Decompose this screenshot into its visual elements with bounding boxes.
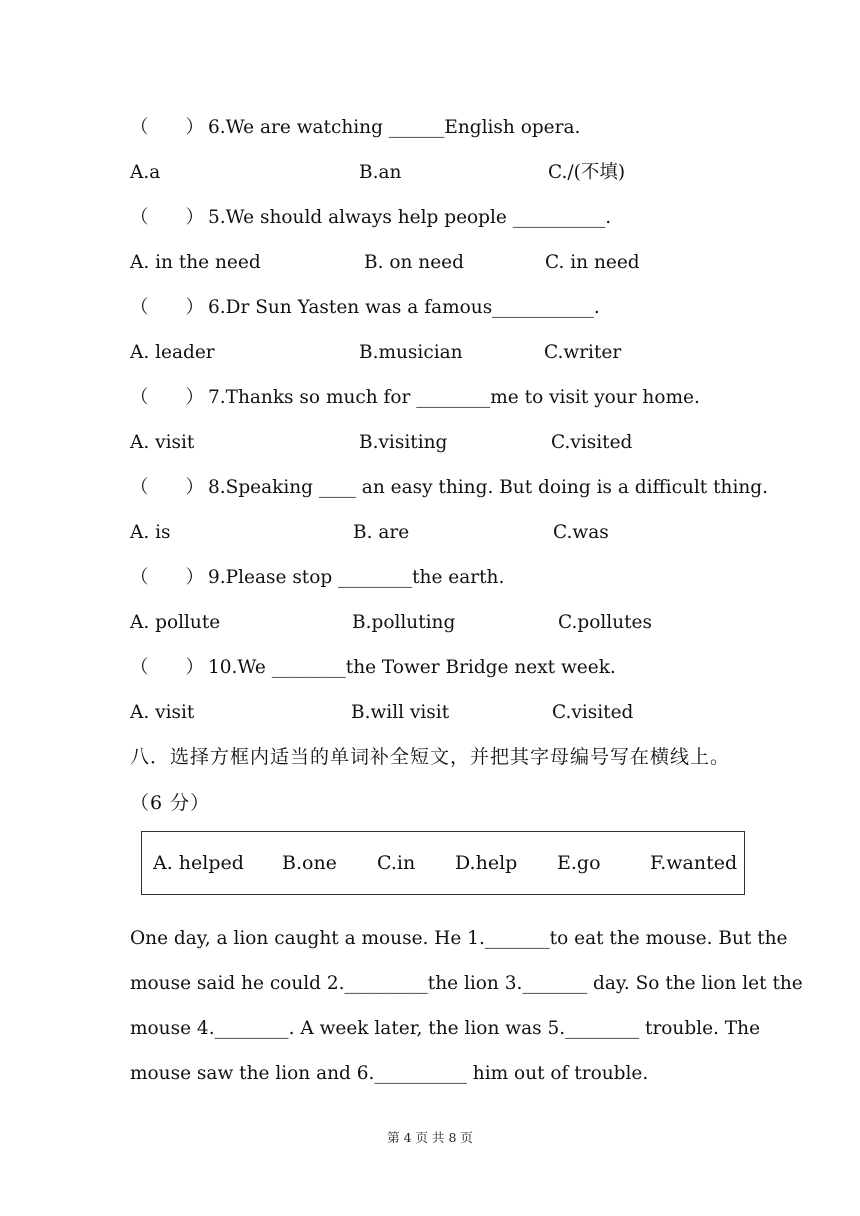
word-bank-box xyxy=(141,831,745,895)
option-c[interactable]: C.was xyxy=(553,522,609,543)
question-1 xyxy=(130,116,730,140)
option-b[interactable]: B.polluting xyxy=(352,612,456,633)
question-3 xyxy=(130,296,730,320)
answer-paren[interactable]: （ ） xyxy=(130,567,205,588)
question-stem: 6.Dr Sun Yasten was a famous___________. xyxy=(208,297,600,318)
option-b[interactable]: B.musician xyxy=(359,342,463,363)
word-bank-item: C.in xyxy=(377,852,416,874)
option-a[interactable]: A. pollute xyxy=(130,612,221,633)
answer-paren[interactable]: （ ） xyxy=(130,297,205,318)
word-bank-item: B.one xyxy=(282,852,337,874)
passage-line: mouse said he could 2._________the lion 3._______ day. So the lion let the xyxy=(130,973,803,994)
option-b[interactable]: B.an xyxy=(359,162,402,183)
question-4 xyxy=(130,386,730,410)
option-c[interactable]: C.visited xyxy=(551,432,633,453)
question-stem: 9.Please stop ________the earth. xyxy=(208,567,505,588)
question-stem: 10.We ________the Tower Bridge next week. xyxy=(208,657,616,678)
option-c[interactable]: C. in need xyxy=(545,252,640,273)
passage-line: One day, a lion caught a mouse. He 1._______to eat the mouse. But the xyxy=(130,928,788,949)
question-stem: 6.We are watching ______English opera. xyxy=(208,117,581,138)
answer-paren[interactable]: （ ） xyxy=(130,117,205,138)
answer-paren[interactable]: （ ） xyxy=(130,657,205,678)
word-bank-item: A. helped xyxy=(153,852,244,874)
option-a[interactable]: A. in the need xyxy=(130,252,261,273)
option-a[interactable]: A. visit xyxy=(130,702,195,723)
option-c[interactable]: C.pollutes xyxy=(558,612,652,633)
section-8-title: 八．选择方框内适当的单词补全短文，并把其字母编号写在横线上。 xyxy=(130,746,731,768)
option-b[interactable]: B. are xyxy=(353,522,410,543)
option-a[interactable]: A. is xyxy=(130,522,171,543)
passage-line: mouse saw the lion and 6.__________ him out of trouble. xyxy=(130,1063,649,1084)
option-b[interactable]: B.will visit xyxy=(351,702,450,723)
question-6 xyxy=(130,566,730,590)
option-c[interactable]: C./(不填) xyxy=(548,162,626,183)
question-2 xyxy=(130,206,730,230)
answer-paren[interactable]: （ ） xyxy=(130,387,205,408)
answer-paren[interactable]: （ ） xyxy=(130,477,205,498)
option-c[interactable]: C.visited xyxy=(552,702,634,723)
page-footer: 第 4 页 共 8 页 xyxy=(387,1130,473,1145)
answer-paren[interactable]: （ ） xyxy=(130,207,205,228)
option-c[interactable]: C.writer xyxy=(544,342,622,363)
word-bank-item: D.help xyxy=(455,852,518,874)
question-stem: 7.Thanks so much for ________me to visit your home. xyxy=(208,387,700,408)
option-a[interactable]: A.a xyxy=(130,162,161,183)
passage-line: mouse 4.________. A week later, the lion was 5.________ trouble. The xyxy=(130,1018,761,1039)
option-a[interactable]: A. leader xyxy=(130,342,215,363)
question-stem: 8.Speaking ____ an easy thing. But doing is a difficult thing. xyxy=(208,477,768,498)
question-stem: 5.We should always help people __________. xyxy=(208,207,612,228)
option-b[interactable]: B.visiting xyxy=(359,432,448,453)
option-b[interactable]: B. on need xyxy=(364,252,464,273)
section-8-score: （6 分） xyxy=(130,792,211,814)
question-7 xyxy=(130,656,730,680)
option-a[interactable]: A. visit xyxy=(130,432,195,453)
word-bank-item: E.go xyxy=(557,852,601,874)
word-bank-item: F.wanted xyxy=(650,852,738,874)
question-5 xyxy=(130,476,768,500)
